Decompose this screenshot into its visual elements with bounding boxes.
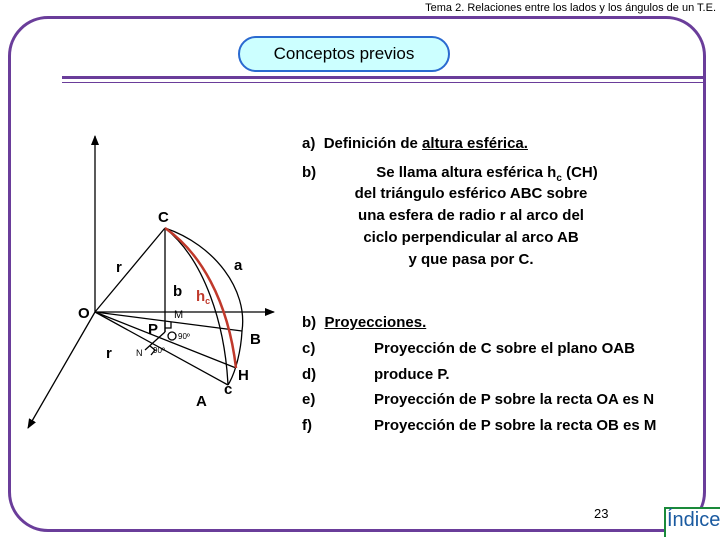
page-number: 23 bbox=[594, 506, 609, 521]
label-r-top: r bbox=[116, 259, 122, 276]
angle-mark-P bbox=[168, 332, 176, 340]
radius-OC bbox=[95, 228, 165, 312]
right-angle-mark-M bbox=[165, 322, 171, 328]
definition-line-text: Se llama altura esférica h bbox=[376, 164, 557, 181]
slide-header: Tema 2. Relaciones entre los lados y los ángulos de un T.E. bbox=[425, 2, 716, 14]
label-H: H bbox=[238, 367, 249, 384]
item-text: Definición de bbox=[323, 135, 423, 152]
index-link[interactable]: Índice bbox=[664, 507, 720, 537]
item-marker: a) bbox=[302, 135, 316, 152]
projection-marker: c) bbox=[302, 340, 316, 357]
definition-line: una esfera de radio r al arco del bbox=[358, 207, 584, 224]
label-angle-90-N: 90º bbox=[153, 346, 165, 355]
label-b: b bbox=[173, 283, 183, 300]
projection-text: Proyección de C sobre el plano OAB bbox=[374, 340, 635, 357]
definition-line: del triángulo esférico ABC sobre bbox=[354, 185, 588, 202]
projection-marker: f) bbox=[302, 417, 312, 434]
definition-item-b-marker: b) bbox=[302, 164, 317, 181]
label-r-left: r bbox=[106, 345, 112, 362]
label-N: N bbox=[136, 348, 143, 358]
projection-marker: d) bbox=[302, 366, 317, 383]
definition-line: y que pasa por C. bbox=[408, 251, 534, 268]
projection-marker: e) bbox=[302, 391, 316, 408]
definition-subscript: c bbox=[556, 173, 562, 184]
label-O: O bbox=[78, 305, 90, 322]
banner-title: Conceptos previos bbox=[273, 44, 415, 63]
item-underlined-text: altura esférica. bbox=[422, 135, 528, 152]
label-hc-sub: c bbox=[205, 296, 211, 306]
axis-down-left bbox=[28, 312, 95, 428]
label-angle-90-P: 90º bbox=[178, 332, 190, 341]
label-c: c bbox=[224, 381, 233, 398]
label-A: A bbox=[196, 393, 207, 410]
label-B: B bbox=[250, 331, 261, 348]
item-marker: b) bbox=[302, 314, 317, 331]
label-P: P bbox=[148, 321, 159, 338]
projection-text: Proyección de P sobre la recta OB es M bbox=[374, 417, 657, 434]
label-a: a bbox=[234, 257, 243, 274]
label-hc-main: h bbox=[196, 288, 206, 305]
label-C: C bbox=[158, 209, 169, 226]
label-M: M bbox=[174, 309, 184, 321]
projections-heading-text: Proyecciones. bbox=[324, 314, 427, 331]
projection-text: Proyección de P sobre la recta OA es N bbox=[374, 391, 655, 408]
definition-line-suffix: (CH) bbox=[561, 164, 598, 181]
projection-text: produce P. bbox=[374, 366, 450, 383]
definition-line: ciclo perpendicular al arco AB bbox=[363, 229, 579, 246]
